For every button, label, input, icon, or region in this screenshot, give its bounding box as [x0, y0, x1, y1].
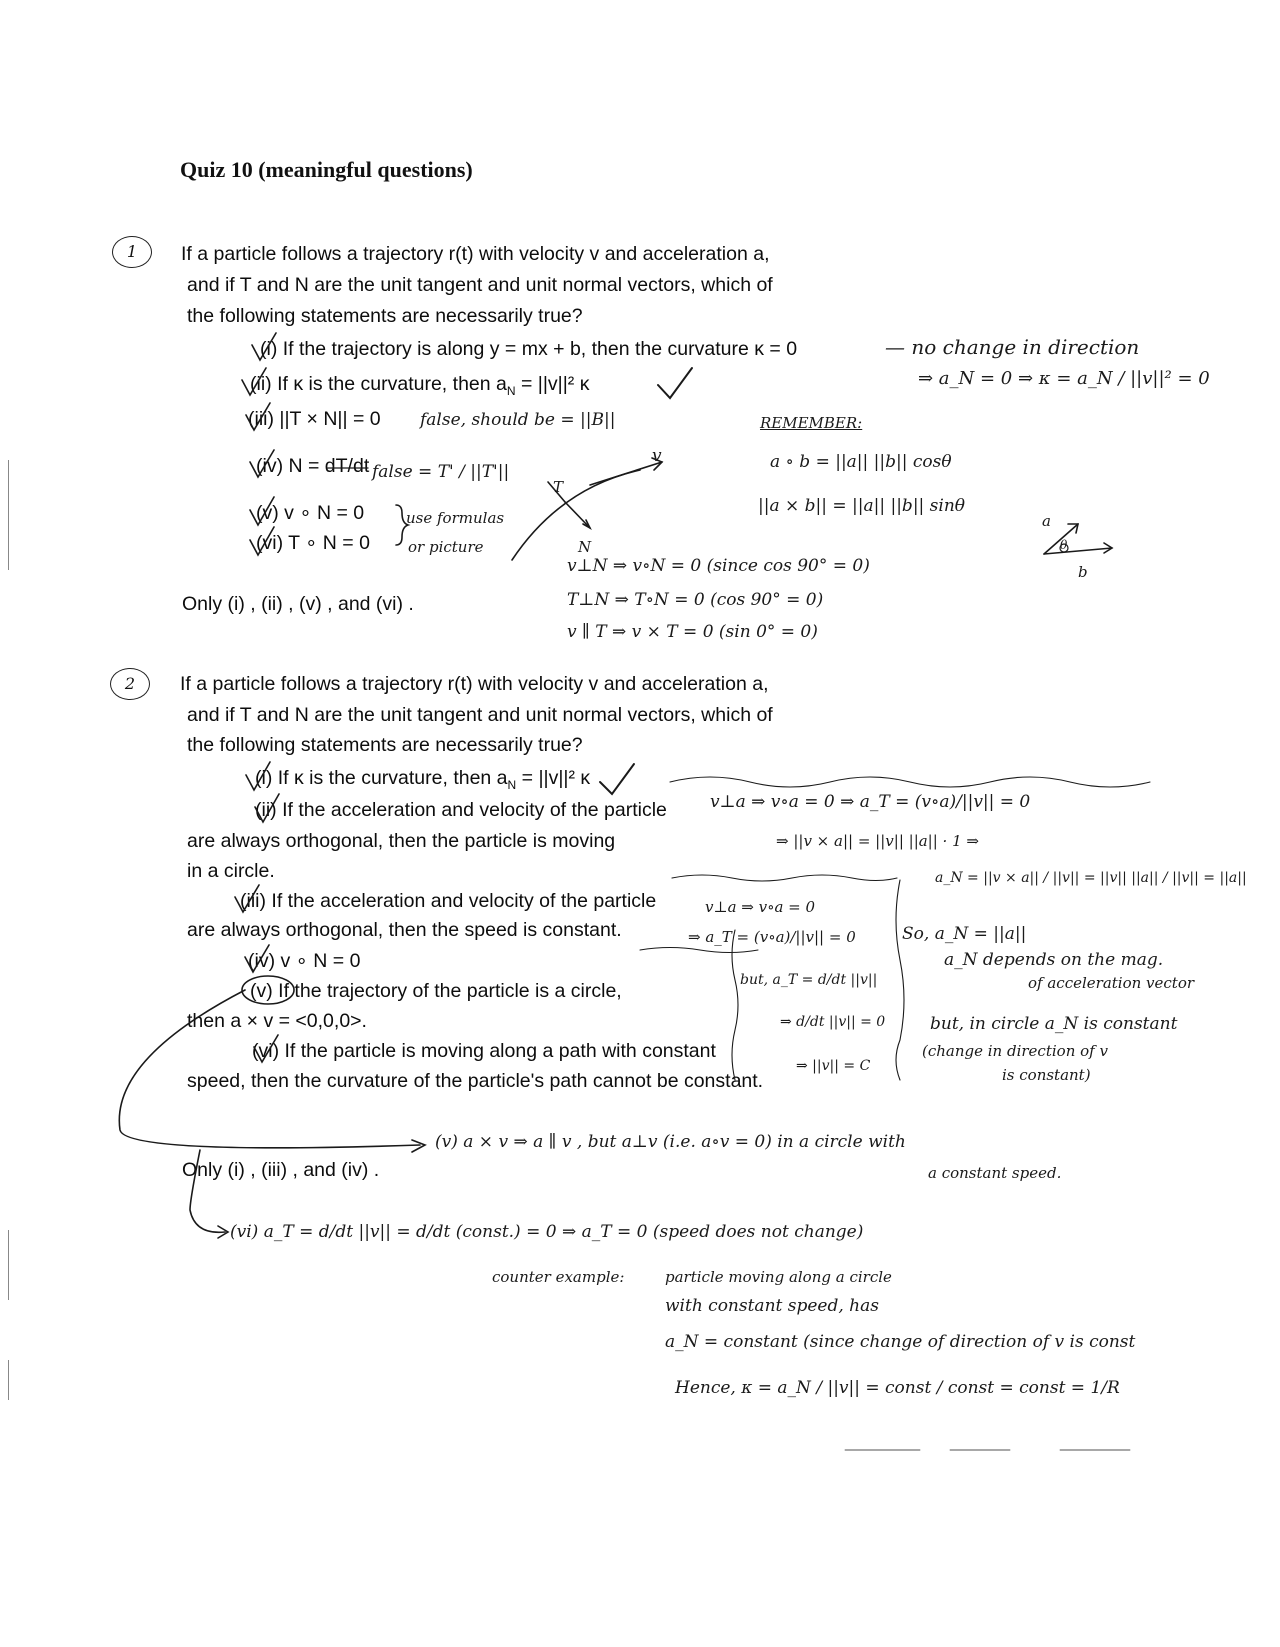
annotation-arrow: [119, 990, 420, 1148]
q1-prompt-line-3: the following statements are necessarily true?: [187, 305, 583, 327]
question-2-number: 2: [110, 668, 150, 700]
q1-option-v-text: v ∘ N = 0: [284, 502, 365, 524]
q1-diagram-label-t: T: [553, 478, 564, 496]
vector-b-arrow: [1044, 548, 1112, 554]
q2-note-ii-f: of acceleration vector: [1028, 974, 1195, 992]
q2-option-ii-text: If the acceleration and velocity of the particle: [282, 799, 667, 821]
q1-diagram-label-theta: θ: [1060, 538, 1068, 552]
q1-note-false-t: false = T' / ||T'||: [372, 462, 510, 482]
check-mark-icon: [242, 368, 266, 395]
circled-option-v: [242, 976, 294, 1004]
q2-note-counter-4: Hence, κ = a_N / ||v|| = const / const = const = 1/R: [675, 1378, 1120, 1398]
q1-option-iv-text: N = dT/dt: [288, 455, 370, 477]
q1-prompt-line-1: If a particle follows a trajectory r(t) with velocity v and acceleration a,: [181, 243, 770, 265]
q1-prompt-line-2: and if T and N are the unit tangent and unit normal vectors, which of: [187, 274, 773, 296]
q1-note-tn-line: T⊥N ⇒ T∘N = 0 (cos 90° = 0): [567, 590, 824, 610]
page-title: Quiz 10 (meaningful questions): [180, 157, 473, 182]
q2-prompt-line-1: If a particle follows a trajectory r(t) with velocity v and acceleration a,: [180, 673, 769, 695]
normal-arrow: [565, 502, 590, 528]
q1-note-false-b: false, should be = ||B||: [420, 410, 616, 430]
q2-option-i-label: (i): [255, 767, 273, 789]
q2-prompt-line-2: and if T and N are the unit tangent and unit normal vectors, which of: [187, 704, 773, 726]
q2-prompt-line-3: the following statements are necessarily true?: [187, 734, 583, 756]
q1-note-no-change: — no change in direction: [885, 335, 1140, 359]
q1-option-ii-sub: N: [506, 383, 516, 398]
q1-note-or-picture: or picture: [408, 538, 484, 556]
q2-option-v-label: (v): [250, 980, 273, 1002]
q1-note-vt-line: v ∥ T ⇒ v × T = 0 (sin 0° = 0): [567, 622, 818, 642]
q1-option-v-label: (v): [256, 502, 279, 524]
q2-option-vi-line-2: speed, then the curvature of the particle's path cannot be constant.: [187, 1070, 764, 1092]
q2-note-v-2: a constant speed.: [928, 1164, 1062, 1182]
q1-option-i-label: (i): [260, 338, 278, 360]
q2-note-v: (v) a × v ⇒ a ∥ v , but a⊥v (i.e. a∘v = 0) in a circle with: [435, 1132, 906, 1152]
q1-option-ii-text: If κ is the curvature, then a: [277, 373, 507, 395]
vector-a-arrow: [1044, 524, 1078, 554]
question-1-number: 1: [112, 236, 152, 268]
q2-note-ii-c: a_N = ||v × a|| / ||v|| = ||v|| ||a|| / ||v|| = ||a||: [935, 870, 1247, 886]
check-mark-icon: [252, 333, 276, 360]
q2-note-counter-2: with constant speed, has: [665, 1296, 879, 1316]
q2-option-iii-label: (iii): [240, 890, 266, 912]
q1-note-cross-rule: ||a × b|| = ||a|| ||b|| sinθ: [758, 496, 966, 516]
q2-option-vi-text: If the particle is moving along a path with constant: [284, 1040, 716, 1062]
q1-note-vn-line: v⊥N ⇒ v∘N = 0 (since cos 90° = 0): [567, 556, 870, 576]
q2-option-iii-text: If the acceleration and velocity of the particle: [271, 890, 657, 912]
q1-note-remember: REMEMBER:: [760, 414, 863, 432]
check-mark-icon: [246, 762, 273, 790]
correct-check-icon: [658, 368, 692, 398]
q2-note-counter-1: particle moving along a circle: [665, 1268, 892, 1286]
q1-diagram-label-v: v: [652, 446, 662, 466]
tangent-arrow: [548, 482, 565, 502]
check-mark-icon: [250, 497, 274, 525]
strike-mark-icon: [255, 794, 279, 822]
q1-option-iii-label: (iii): [248, 408, 274, 430]
q2-option-iv-text: v ∘ N = 0: [280, 950, 361, 972]
q2-note-ii-d: So, a_N = ||a||: [902, 924, 1027, 944]
wavy-divider: [670, 777, 1150, 787]
strike-mark-icon: [246, 403, 270, 430]
q1-option-ii-label: (ii): [250, 373, 272, 395]
q1-diagram-label-a: a: [1042, 512, 1051, 530]
annotation-arrow: [190, 1150, 225, 1232]
q1-diagram-label-b: b: [1078, 563, 1088, 581]
q2-note-counter-3: a_N = constant (since change of direction of v is const: [665, 1332, 1136, 1352]
q1-note-an-zero: ⇒ a_N = 0 ⇒ κ = a_N / ||v||² = 0: [918, 368, 1210, 389]
q2-option-ii-line-2: are always orthogonal, then the particle is moving: [187, 830, 616, 852]
q1-option-iii-text: ||T × N|| = 0: [279, 408, 381, 430]
trajectory-curve: [512, 470, 640, 560]
correct-check-icon: [600, 764, 634, 794]
q2-note-ii-g: but, in circle a_N is constant: [930, 1014, 1178, 1034]
check-mark-icon: [235, 885, 259, 912]
q1-option-vi-label: (vi): [256, 532, 284, 554]
q2-note-counter: counter example:: [492, 1268, 625, 1286]
q1-option-ii-tail: = ||v||² κ: [515, 373, 590, 395]
q1-option-i-text: If the trajectory is along y = mx + b, then the curvature κ = 0: [282, 338, 798, 360]
q1-answer: Only (i) , (ii) , (v) , and (vi) .: [182, 593, 414, 615]
q2-option-i-text: If κ is the curvature, then a: [277, 767, 508, 789]
q2-option-i-sub: N: [507, 777, 517, 792]
q2-note-ii-e: a_N depends on the mag.: [944, 950, 1164, 970]
q2-option-v-text: If the trajectory of the particle is a circle,: [278, 980, 622, 1002]
strike-mark-icon: [250, 450, 274, 477]
q1-option-iv-label: (iv): [256, 455, 284, 477]
q2-answer: Only (i) , (iii) , and (iv) .: [182, 1159, 380, 1181]
q2-note-iii-b: ⇒ a_T = (v∘a)/||v|| = 0: [688, 928, 856, 946]
q2-note-iii-c: but, a_T = d/dt ||v||: [740, 972, 878, 988]
q2-note-ii-i: is constant): [1002, 1066, 1091, 1084]
q2-option-v-line-2: then a × v = <0,0,0>.: [187, 1010, 367, 1032]
q1-note-dot-rule: a ∘ b = ||a|| ||b|| cosθ: [770, 452, 952, 472]
q2-note-iii-a: v⊥a ⇒ v∘a = 0: [705, 898, 816, 916]
q2-note-iii-e: ⇒ ||v|| = C: [796, 1058, 871, 1074]
q2-option-iii-line-2: are always orthogonal, then the speed is constant.: [187, 919, 622, 941]
q2-option-ii-label: (ii): [255, 799, 277, 821]
q1-option-vi-text: T ∘ N = 0: [288, 532, 370, 554]
q2-option-iv-label: (iv): [248, 950, 276, 972]
q2-note-ii-h: (change in direction of v: [922, 1042, 1108, 1060]
q2-option-ii-line-3: in a circle.: [187, 860, 275, 882]
q2-note-iii-d: ⇒ d/dt ||v|| = 0: [780, 1014, 886, 1030]
check-mark-icon: [250, 527, 274, 555]
strike-mark-icon: [254, 1035, 278, 1062]
velocity-arrow: [590, 462, 662, 485]
q1-note-use-formulas: use formulas: [406, 509, 505, 527]
q2-note-ii-a: v⊥a ⇒ v∘a = 0 ⇒ a_T = (v∘a)/||v|| = 0: [710, 792, 1031, 812]
q2-option-vi-label: (vi): [252, 1040, 280, 1062]
q2-note-vi: (vi) a_T = d/dt ||v|| = d/dt (const.) = 0 ⇒ a_T = 0 (speed does not change): [230, 1222, 864, 1242]
check-mark-icon: [245, 945, 269, 972]
q2-option-i-tail: = ||v||² κ: [516, 767, 591, 789]
q2-note-ii-b: ⇒ ||v × a|| = ||v|| ||a|| · 1 ⇒: [776, 832, 979, 850]
q1-diagram-label-n: N: [578, 538, 592, 556]
